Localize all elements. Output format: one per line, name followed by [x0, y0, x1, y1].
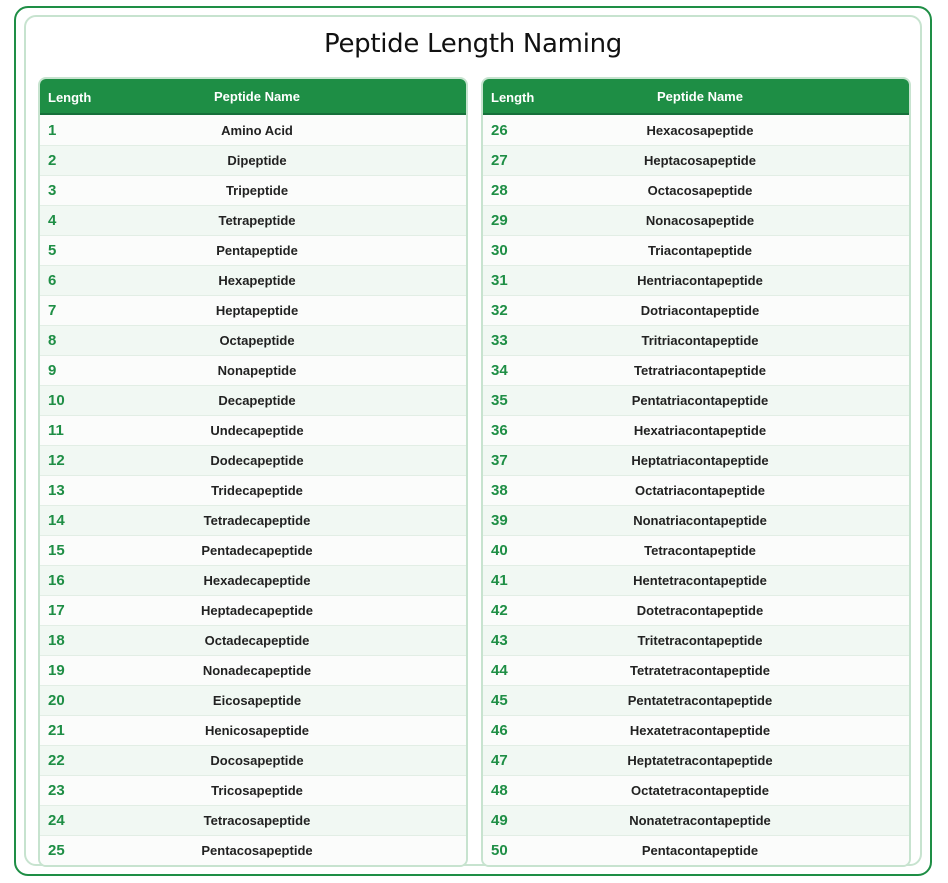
peptide-name-cell: Pentatetracontapeptide — [627, 693, 773, 708]
length-cell: 25 — [48, 842, 65, 859]
peptide-name-cell: Hexatriacontapeptide — [633, 423, 767, 438]
table-row — [40, 235, 466, 265]
peptide-name-cell: Pentadecapeptide — [201, 543, 313, 558]
length-cell: 27 — [491, 152, 508, 169]
peptide-name-cell: Octatriacontapeptide — [634, 483, 766, 498]
length-cell: 32 — [491, 302, 508, 319]
peptide-table-left — [38, 77, 468, 867]
length-cell: 3 — [48, 182, 57, 199]
peptide-name-cell: Octadecapeptide — [204, 633, 310, 648]
length-cell: 44 — [491, 662, 508, 679]
length-cell: 48 — [491, 782, 508, 799]
length-cell: 14 — [48, 512, 65, 529]
table-row — [40, 715, 466, 745]
length-cell: 19 — [48, 662, 65, 679]
length-cell: 6 — [48, 272, 57, 289]
length-cell: 46 — [491, 722, 508, 739]
peptide-name-cell: Nonacosapeptide — [645, 213, 755, 228]
table-row — [40, 415, 466, 445]
length-cell: 35 — [491, 392, 508, 409]
table-row — [40, 505, 466, 535]
table-row — [483, 175, 909, 205]
table-row — [483, 625, 909, 655]
peptide-name-cell: Tetradecapeptide — [203, 513, 311, 528]
table-row — [40, 145, 466, 175]
peptide-name-cell: Docosapeptide — [210, 753, 304, 768]
length-cell: 47 — [491, 752, 508, 769]
length-cell: 13 — [48, 482, 65, 499]
table-row — [40, 775, 466, 805]
peptide-name-cell: Dodecapeptide — [210, 453, 304, 468]
length-cell: 22 — [48, 752, 65, 769]
peptide-name-cell: Hexatetracontapeptide — [629, 723, 771, 738]
peptide-name-cell: Hentetracontapeptide — [633, 573, 767, 588]
peptide-name-cell: Hentriacontapeptide — [637, 273, 763, 288]
length-cell: 39 — [491, 512, 508, 529]
length-cell: 49 — [491, 812, 508, 829]
table-row — [483, 145, 909, 175]
table-row — [40, 685, 466, 715]
table-row — [40, 295, 466, 325]
table-row — [483, 265, 909, 295]
table-row — [40, 835, 466, 865]
page-title: Peptide Length Naming — [324, 29, 622, 59]
length-cell: 30 — [491, 242, 508, 259]
table-row — [483, 355, 909, 385]
length-cell: 37 — [491, 452, 508, 469]
length-cell: 20 — [48, 692, 65, 709]
table-row — [483, 415, 909, 445]
length-cell: 36 — [491, 422, 508, 439]
length-cell: 34 — [491, 362, 508, 379]
length-cell: 26 — [491, 121, 508, 139]
peptide-name-cell: Heptacosapeptide — [644, 153, 756, 168]
length-cell: 40 — [491, 542, 508, 559]
table-row — [483, 715, 909, 745]
length-cell: 21 — [48, 722, 65, 739]
peptide-name-cell: Nonatriacontapeptide — [633, 513, 767, 528]
length-cell: 31 — [491, 272, 508, 289]
table-row — [483, 445, 909, 475]
peptide-name-cell: Dotriacontapeptide — [640, 303, 760, 318]
table-row — [483, 565, 909, 595]
peptide-name-cell: Amino Acid — [221, 122, 293, 138]
table-row — [483, 535, 909, 565]
peptide-name-cell: Henicosapeptide — [204, 723, 310, 738]
peptide-name-cell: Pentacontapeptide — [641, 843, 759, 858]
peptide-name-cell: Dipeptide — [227, 153, 287, 168]
peptide-name-cell: Hexadecapeptide — [203, 573, 311, 588]
column-header-name: Peptide Name — [657, 88, 743, 104]
peptide-name-cell: Dotetracontapeptide — [636, 603, 764, 618]
peptide-name-cell: Tetracosapeptide — [203, 813, 311, 828]
table-row — [40, 265, 466, 295]
column-header-name: Peptide Name — [214, 88, 300, 104]
table-row — [483, 325, 909, 355]
length-cell: 10 — [48, 392, 65, 409]
length-cell: 28 — [491, 182, 508, 199]
peptide-name-cell: Pentacosapeptide — [201, 843, 313, 858]
table-row — [483, 115, 909, 145]
table-header — [483, 79, 909, 115]
length-cell: 24 — [48, 812, 65, 829]
table-row — [40, 595, 466, 625]
table-row — [40, 565, 466, 595]
peptide-name-cell: Tritriacontapeptide — [641, 333, 759, 348]
table-row — [483, 235, 909, 265]
table-row — [40, 805, 466, 835]
table-row — [40, 745, 466, 775]
table-row — [40, 625, 466, 655]
peptide-name-cell: Octapeptide — [219, 333, 295, 348]
table-row — [483, 385, 909, 415]
peptide-name-cell: Tricosapeptide — [211, 783, 303, 798]
length-cell: 7 — [48, 302, 57, 319]
table-row — [40, 385, 466, 415]
peptide-name-cell: Tetracontapeptide — [644, 543, 756, 558]
length-cell: 38 — [491, 482, 508, 499]
length-cell: 45 — [491, 692, 508, 709]
peptide-name-cell: Undecapeptide — [210, 423, 304, 438]
peptide-name-cell: Eicosapeptide — [212, 693, 302, 708]
peptide-name-cell: Octatetracontapeptide — [631, 783, 769, 798]
length-cell: 23 — [48, 782, 65, 799]
peptide-name-cell: Tridecapeptide — [211, 483, 303, 498]
peptide-name-cell: Triacontapeptide — [647, 243, 753, 258]
peptide-name-cell: Tripeptide — [225, 183, 289, 198]
length-cell: 33 — [491, 332, 508, 349]
table-row — [483, 775, 909, 805]
table-row — [40, 205, 466, 235]
table-row — [40, 355, 466, 385]
outer-frame — [14, 6, 932, 876]
peptide-name-cell: Hexapeptide — [218, 273, 296, 288]
peptide-name-cell: Heptadecapeptide — [201, 603, 313, 618]
table-row — [483, 685, 909, 715]
table-row — [483, 505, 909, 535]
peptide-name-cell: Pentatriacontapeptide — [631, 393, 769, 408]
length-cell: 4 — [48, 212, 57, 229]
peptide-name-cell: Heptapeptide — [215, 303, 299, 318]
table-row — [40, 445, 466, 475]
table-row — [483, 745, 909, 775]
length-cell: 43 — [491, 632, 508, 649]
length-cell: 17 — [48, 602, 65, 619]
length-cell: 11 — [48, 422, 64, 439]
table-row — [483, 475, 909, 505]
peptide-name-cell: Nonadecapeptide — [202, 663, 312, 678]
table-body — [483, 115, 909, 865]
length-cell: 15 — [48, 542, 65, 559]
peptide-name-cell: Heptatriacontapeptide — [631, 453, 769, 468]
peptide-name-cell: Nonatetracontapeptide — [629, 813, 771, 828]
length-cell: 9 — [48, 362, 57, 379]
peptide-name-cell: Tritetracontapeptide — [637, 633, 763, 648]
table-row — [483, 805, 909, 835]
peptide-name-cell: Octacosapeptide — [647, 183, 753, 198]
peptide-name-cell: Pentapeptide — [216, 243, 298, 258]
peptide-name-cell: Tetratriacontapeptide — [634, 363, 766, 378]
table-row — [483, 205, 909, 235]
table-row — [40, 475, 466, 505]
table-header — [40, 79, 466, 115]
length-cell: 50 — [491, 842, 508, 859]
table-row — [40, 655, 466, 685]
peptide-name-cell: Hexacosapeptide — [646, 122, 754, 138]
table-row — [40, 325, 466, 355]
length-cell: 2 — [48, 152, 57, 169]
length-cell: 12 — [48, 452, 65, 469]
peptide-name-cell: Nonapeptide — [217, 363, 297, 378]
length-cell: 42 — [491, 602, 508, 619]
table-row — [40, 535, 466, 565]
peptide-name-cell: Tetrapeptide — [218, 213, 296, 228]
table-row — [483, 655, 909, 685]
table-row — [483, 295, 909, 325]
length-cell: 5 — [48, 242, 57, 259]
length-cell: 1 — [48, 121, 57, 139]
table-row — [483, 595, 909, 625]
table-row — [40, 115, 466, 145]
table-row — [40, 175, 466, 205]
peptide-name-cell: Decapeptide — [218, 393, 296, 408]
peptide-table-right — [481, 77, 911, 867]
length-cell: 16 — [48, 572, 65, 589]
content-card — [24, 15, 922, 866]
length-cell: 41 — [491, 572, 508, 589]
peptide-name-cell: Tetratetracontapeptide — [630, 663, 770, 678]
table-row — [483, 835, 909, 865]
column-header-length: Length — [491, 89, 535, 105]
table-body — [40, 115, 466, 865]
length-cell: 18 — [48, 632, 65, 649]
column-header-length: Length — [48, 89, 92, 105]
length-cell: 29 — [491, 212, 508, 229]
peptide-name-cell: Heptatetracontapeptide — [627, 753, 773, 768]
length-cell: 8 — [48, 332, 57, 349]
